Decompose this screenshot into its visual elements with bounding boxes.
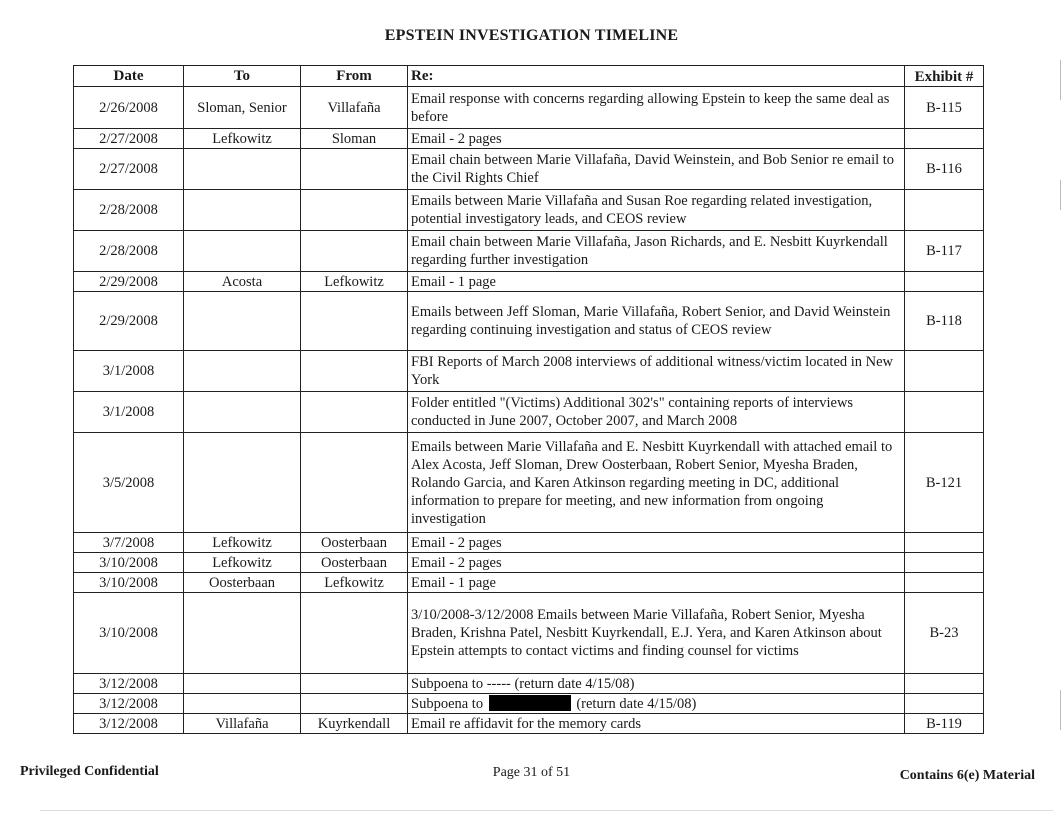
cell-from: Lefkowitz <box>301 272 408 292</box>
cell-re: Email chain between Marie Villafaña, David Weinstein, and Bob Senior re email to the Civil Rights Chief <box>408 149 905 190</box>
cell-from <box>301 149 408 190</box>
cell-to <box>184 694 301 714</box>
cell-exhibit: B-116 <box>905 149 984 190</box>
cell-from: Oosterbaan <box>301 553 408 573</box>
scan-bottom-line <box>40 810 1053 811</box>
cell-date: 2/29/2008 <box>74 292 184 351</box>
cell-exhibit <box>905 553 984 573</box>
cell-from: Sloman <box>301 129 408 149</box>
table-row <box>74 272 984 292</box>
cell-re: Emails between Marie Villafaña and Susan Roe regarding related investigation, potential investigatory leads, and CEOS review <box>408 190 905 231</box>
cell-to: Villafaña <box>184 714 301 734</box>
cell-from <box>301 292 408 351</box>
cell-re: Email - 1 page <box>408 573 905 593</box>
cell-re: Emails between Jeff Sloman, Marie Villafaña, Robert Senior, and David Weinstein regarding continuing investigation and status of CEOS review <box>408 292 905 351</box>
table-row <box>74 392 984 433</box>
header-to: To <box>184 66 301 87</box>
footer-6e-material: Contains 6(e) Material <box>899 768 1035 783</box>
table-row <box>74 533 984 553</box>
cell-exhibit: B-119 <box>905 714 984 734</box>
cell-exhibit <box>905 129 984 149</box>
timeline-table <box>73 65 984 734</box>
cell-date: 2/27/2008 <box>74 129 184 149</box>
cell-exhibit: B-115 <box>905 87 984 129</box>
cell-to <box>184 231 301 272</box>
cell-date: 3/12/2008 <box>74 714 184 734</box>
subpoena-suffix: (return date 4/15/08) <box>576 695 697 712</box>
scan-edge-mark <box>1060 180 1061 210</box>
table-row <box>74 129 984 149</box>
cell-to <box>184 149 301 190</box>
header-from: From <box>301 66 408 87</box>
cell-re: Email chain between Marie Villafaña, Jason Richards, and E. Nesbitt Kuyrkendall regarding further investigation <box>408 231 905 272</box>
cell-re: Folder entitled "(Victims) Additional 302's" containing reports of interviews conducted in June 2007, October 2007, and March 2008 <box>408 392 905 433</box>
cell-from: Villafaña <box>301 87 408 129</box>
header-exhibit: Exhibit # <box>905 66 984 87</box>
cell-from <box>301 674 408 694</box>
cell-date: 3/1/2008 <box>74 392 184 433</box>
cell-re: Email response with concerns regarding allowing Epstein to keep the same deal as before <box>408 87 905 129</box>
table-row <box>74 190 984 231</box>
cell-date: 2/26/2008 <box>74 87 184 129</box>
table-row <box>74 231 984 272</box>
cell-exhibit: B-118 <box>905 292 984 351</box>
cell-exhibit <box>905 392 984 433</box>
cell-date: 3/12/2008 <box>74 674 184 694</box>
cell-date: 3/7/2008 <box>74 533 184 553</box>
cell-from: Kuyrkendall <box>301 714 408 734</box>
cell-to <box>184 433 301 533</box>
cell-re: Subpoena to ----- (return date 4/15/08) <box>408 674 905 694</box>
page-number: Page 31 of 51 <box>492 765 571 780</box>
header-date: Date <box>74 66 184 87</box>
page-title: EPSTEIN INVESTIGATION TIMELINE <box>384 27 679 44</box>
cell-to <box>184 292 301 351</box>
cell-from <box>301 433 408 533</box>
cell-to <box>184 392 301 433</box>
cell-re: 3/10/2008-3/12/2008 Emails between Marie Villafaña, Robert Senior, Myesha Braden, Krishna Patel, Nesbitt Kuyrkendall, E.J. Yera, and Karen Atkinson about Epstein attempts to contact victims and finding counsel for victims <box>408 593 905 674</box>
table-row <box>74 694 984 714</box>
cell-to <box>184 674 301 694</box>
cell-exhibit <box>905 351 984 392</box>
cell-exhibit: B-23 <box>905 593 984 674</box>
cell-from <box>301 231 408 272</box>
cell-to: Oosterbaan <box>184 573 301 593</box>
cell-from <box>301 392 408 433</box>
cell-re: Email - 2 pages <box>408 533 905 553</box>
cell-exhibit <box>905 573 984 593</box>
table-row <box>74 351 984 392</box>
cell-exhibit <box>905 694 984 714</box>
cell-to: Sloman, Senior <box>184 87 301 129</box>
cell-date: 3/10/2008 <box>74 593 184 674</box>
cell-from: Lefkowitz <box>301 573 408 593</box>
cell-from: Oosterbaan <box>301 533 408 553</box>
cell-date: 2/28/2008 <box>74 190 184 231</box>
cell-to: Lefkowitz <box>184 553 301 573</box>
cell-from <box>301 351 408 392</box>
cell-re <box>408 694 905 714</box>
cell-re: Email - 2 pages <box>408 129 905 149</box>
cell-from <box>301 593 408 674</box>
cell-to: Acosta <box>184 272 301 292</box>
cell-date: 3/1/2008 <box>74 351 184 392</box>
header-re: Re: <box>408 66 905 87</box>
table-row <box>74 292 984 351</box>
redaction-block <box>489 695 571 711</box>
cell-re: FBI Reports of March 2008 interviews of additional witness/victim located in New York <box>408 351 905 392</box>
cell-from <box>301 694 408 714</box>
table-row <box>74 573 984 593</box>
cell-exhibit: B-117 <box>905 231 984 272</box>
cell-date: 2/28/2008 <box>74 231 184 272</box>
cell-re: Emails between Marie Villafaña and E. Nesbitt Kuyrkendall with attached email to Alex Acosta, Jeff Sloman, Drew Oosterbaan, Robert Senior, Myesha Braden, Rolando Garcia, and Karen Atkinson regarding meeting in DC, additional information to prepare for meeting, and new information from ongoing investigation <box>408 433 905 533</box>
cell-re: Email re affidavit for the memory cards <box>408 714 905 734</box>
table-row <box>74 674 984 694</box>
cell-to <box>184 190 301 231</box>
table-row <box>74 149 984 190</box>
cell-date: 3/5/2008 <box>74 433 184 533</box>
table-row <box>74 553 984 573</box>
cell-to: Lefkowitz <box>184 533 301 553</box>
cell-exhibit <box>905 272 984 292</box>
cell-exhibit <box>905 674 984 694</box>
cell-exhibit <box>905 533 984 553</box>
cell-to <box>184 351 301 392</box>
scan-edge-mark <box>1060 60 1061 100</box>
cell-date: 3/10/2008 <box>74 553 184 573</box>
table-row <box>74 714 984 734</box>
table-row <box>74 433 984 533</box>
cell-re: Email - 2 pages <box>408 553 905 573</box>
cell-from <box>301 190 408 231</box>
scan-edge-mark <box>1060 690 1061 730</box>
cell-date: 3/12/2008 <box>74 694 184 714</box>
table-row <box>74 593 984 674</box>
cell-re: Email - 1 page <box>408 272 905 292</box>
cell-exhibit: B-121 <box>905 433 984 533</box>
cell-date: 3/10/2008 <box>74 573 184 593</box>
table-row <box>74 87 984 129</box>
subpoena-prefix: Subpoena to <box>411 695 484 712</box>
cell-date: 2/29/2008 <box>74 272 184 292</box>
cell-to <box>184 593 301 674</box>
cell-to: Lefkowitz <box>184 129 301 149</box>
footer-privileged: Privileged Confidential <box>20 764 159 779</box>
cell-date: 2/27/2008 <box>74 149 184 190</box>
cell-exhibit <box>905 190 984 231</box>
header-row <box>74 66 984 87</box>
